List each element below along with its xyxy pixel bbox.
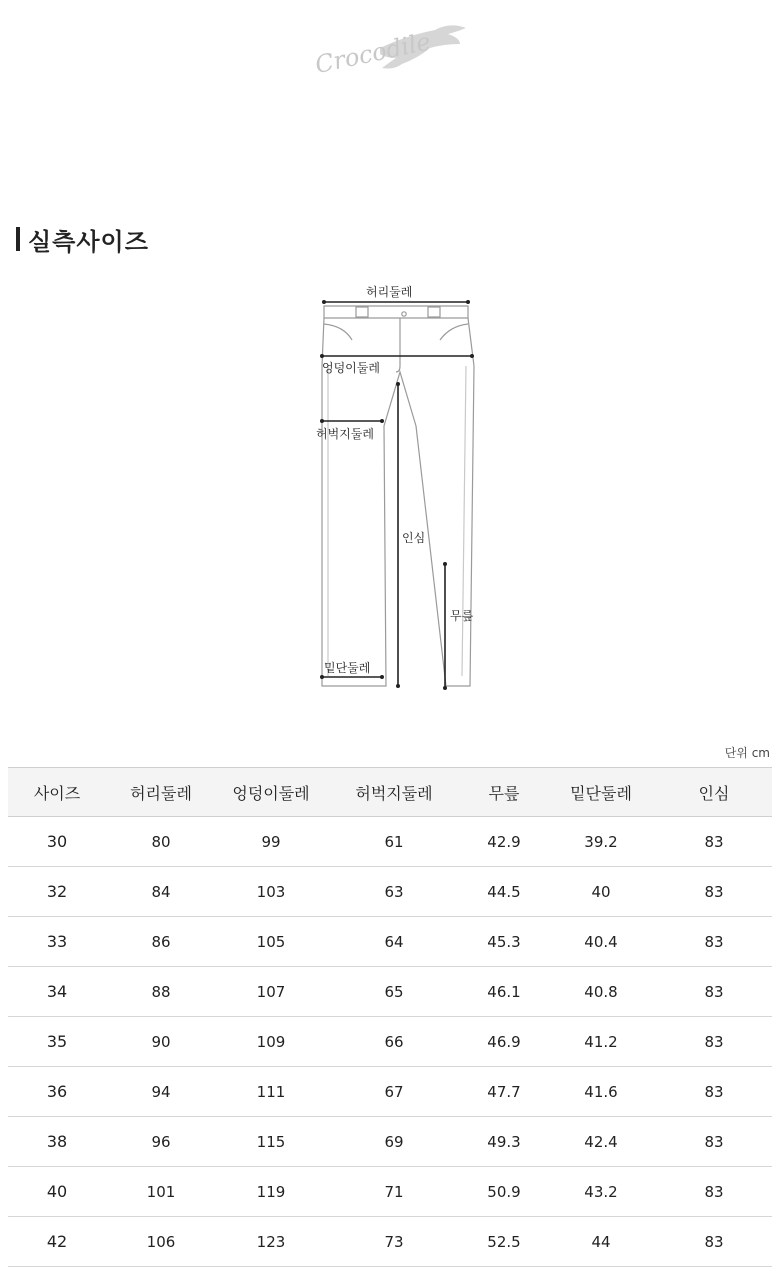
table-cell: 42	[8, 1217, 106, 1267]
measure-lines	[322, 302, 472, 688]
table-row	[8, 1067, 772, 1117]
table-cell: 94	[106, 1067, 216, 1117]
table-header-row	[8, 768, 772, 817]
section-title	[16, 224, 149, 254]
table-cell: 40	[8, 1167, 106, 1217]
table-cell: 50.9	[462, 1167, 546, 1217]
table-cell: 83	[656, 967, 772, 1017]
table-cell: 43.2	[546, 1167, 656, 1217]
table-cell: 83	[656, 1017, 772, 1067]
header-waist: 허리둘레	[106, 768, 216, 817]
table-cell: 84	[106, 867, 216, 917]
table-cell: 107	[216, 967, 326, 1017]
table-cell: 35	[8, 1017, 106, 1067]
table-cell: 83	[656, 1067, 772, 1117]
table-cell: 83	[656, 1117, 772, 1167]
table-cell: 115	[216, 1117, 326, 1167]
table-cell: 45.3	[462, 917, 546, 967]
table-cell: 83	[656, 817, 772, 867]
table-row	[8, 1217, 772, 1267]
table-cell: 66	[326, 1017, 462, 1067]
table-cell: 40.8	[546, 967, 656, 1017]
section-title-text: 실측사이즈	[28, 227, 149, 256]
table-body	[8, 817, 772, 1267]
measure-dots	[320, 300, 474, 690]
table-cell: 83	[656, 1217, 772, 1267]
table-cell: 69	[326, 1117, 462, 1167]
table-cell: 99	[216, 817, 326, 867]
table-cell: 46.9	[462, 1017, 546, 1067]
table-cell: 52.5	[462, 1217, 546, 1267]
table-cell: 47.7	[462, 1067, 546, 1117]
table-row	[8, 817, 772, 867]
table-cell: 119	[216, 1167, 326, 1217]
label-hip: 엉덩이둘레	[322, 361, 380, 375]
logo-wordmark: Crocodile	[312, 27, 434, 80]
table-cell: 32	[8, 867, 106, 917]
table-cell: 61	[326, 817, 462, 867]
table-cell: 109	[216, 1017, 326, 1067]
size-table	[8, 767, 772, 1267]
table-row	[8, 1017, 772, 1067]
header-knee: 무릎	[462, 768, 546, 817]
table-cell: 96	[106, 1117, 216, 1167]
table-cell: 63	[326, 867, 462, 917]
table-cell: 44	[546, 1217, 656, 1267]
table-cell: 41.2	[546, 1017, 656, 1067]
label-waist: 허리둘레	[366, 285, 413, 299]
table-cell: 88	[106, 967, 216, 1017]
table-row	[8, 1167, 772, 1217]
table-row	[8, 917, 772, 967]
table-cell: 40.4	[546, 917, 656, 967]
pants-diagram	[300, 276, 500, 696]
label-hem: 밑단둘레	[324, 661, 371, 675]
title-bar	[16, 227, 20, 251]
table-cell: 101	[106, 1167, 216, 1217]
label-thigh: 허벅지둘레	[316, 427, 374, 441]
table-row	[8, 867, 772, 917]
table-row	[8, 1117, 772, 1167]
table-cell: 83	[656, 917, 772, 967]
table-cell: 90	[106, 1017, 216, 1067]
header-size: 사이즈	[8, 768, 106, 817]
table-cell: 40	[546, 867, 656, 917]
table-cell: 86	[106, 917, 216, 967]
table-cell: 38	[8, 1117, 106, 1167]
table-cell: 42.9	[462, 817, 546, 867]
table-row	[8, 967, 772, 1017]
unit-label: 단위 cm	[724, 746, 770, 760]
table-cell: 65	[326, 967, 462, 1017]
table-cell: 49.3	[462, 1117, 546, 1167]
table-cell: 105	[216, 917, 326, 967]
table-cell: 103	[216, 867, 326, 917]
table-cell: 46.1	[462, 967, 546, 1017]
table-cell: 123	[216, 1217, 326, 1267]
table-cell: 83	[656, 867, 772, 917]
table-cell: 41.6	[546, 1067, 656, 1117]
header-thigh: 허벅지둘레	[326, 768, 462, 817]
brand-logo	[310, 14, 470, 80]
table-cell: 44.5	[462, 867, 546, 917]
table-cell: 42.4	[546, 1117, 656, 1167]
table-cell: 64	[326, 917, 462, 967]
table-cell: 83	[656, 1167, 772, 1217]
header-hem: 밑단둘레	[546, 768, 656, 817]
header-hip: 엉덩이둘레	[216, 768, 326, 817]
table-cell: 111	[216, 1067, 326, 1117]
table-cell: 30	[8, 817, 106, 867]
table-cell: 67	[326, 1067, 462, 1117]
table-cell: 33	[8, 917, 106, 967]
table-cell: 39.2	[546, 817, 656, 867]
label-knee: 무릎	[450, 609, 474, 623]
header-inseam: 인심	[656, 768, 772, 817]
table-cell: 71	[326, 1167, 462, 1217]
table-cell: 34	[8, 967, 106, 1017]
label-inseam: 인심	[402, 531, 426, 545]
table-cell: 73	[326, 1217, 462, 1267]
table-cell: 80	[106, 817, 216, 867]
table-cell: 106	[106, 1217, 216, 1267]
table-cell: 36	[8, 1067, 106, 1117]
